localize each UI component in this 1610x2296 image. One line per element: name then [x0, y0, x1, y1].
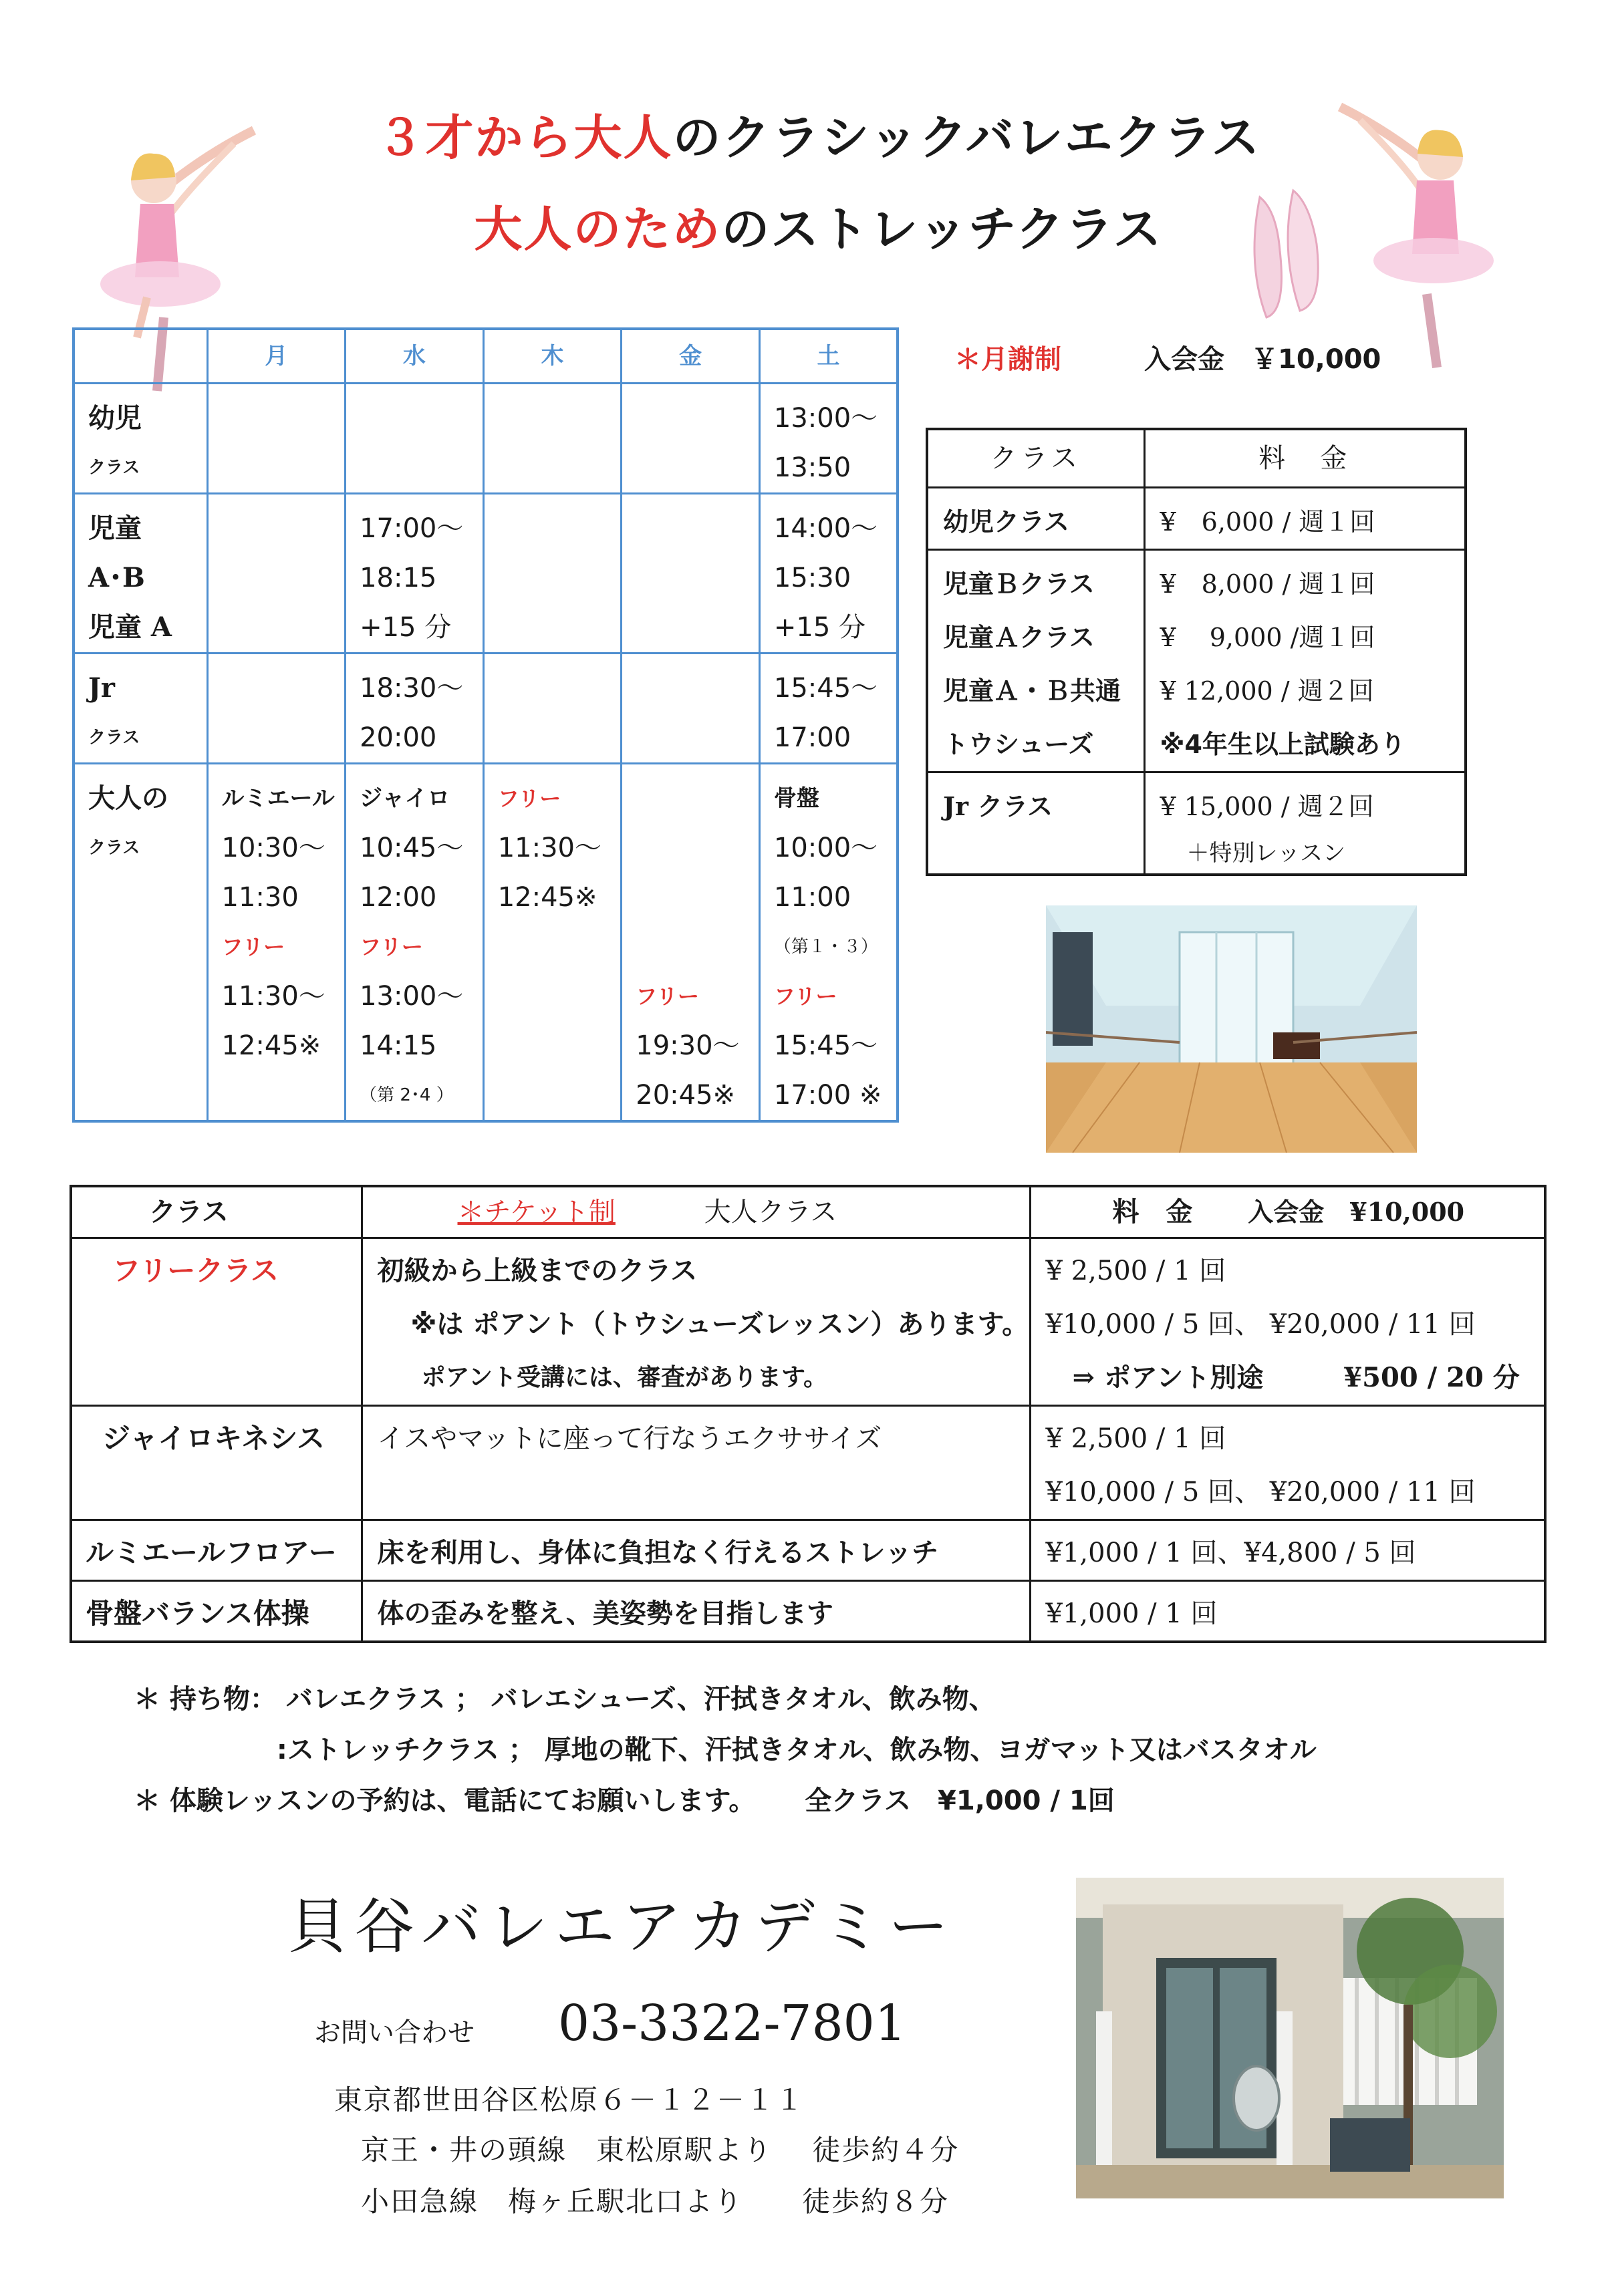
fee-row-jr [927, 772, 1466, 875]
day-thu: 木 [483, 329, 622, 384]
ticket-class-pelvis: 骨盤バランス体操 [71, 1581, 362, 1642]
ticket-system-label: ＊チケット制 [457, 1197, 616, 1228]
note-trial-lesson: ＊ 体験レッスンの予約は、電話にてお願いします。 全クラス ¥1,000 / 1回 [134, 1785, 1115, 1816]
note-belongings-stretch: :ストレッチクラス ； 厚地の靴下、汗拭きタオル、飲み物、ヨガマット又はバスタオル [134, 1735, 1317, 1765]
title-black-2: のストレッチクラス [721, 201, 1163, 257]
fee-header-row [927, 429, 1466, 488]
day-fri: 金 [622, 329, 760, 384]
row-label-jr: Jr クラス [74, 654, 207, 764]
schedule-row-jr [74, 654, 898, 764]
ticket-class-lumiere: ルミエールフロアー [71, 1520, 362, 1581]
ticket-price-free: ¥ 2,500 / 1 回 ¥10,000 / 5 回、 ¥20,000 / 11 回 ⇒ ポアント別途 ¥500 / 20 分 [1030, 1238, 1545, 1406]
ticket-row-lumiere [71, 1520, 1545, 1581]
jidou-sat: 14:00～ 15:30 +15 分 [759, 494, 898, 654]
phone-number[interactable]: 03-3322-7801 [558, 1995, 906, 2052]
school-name: 貝谷バレエアカデミー [287, 1892, 956, 1962]
fee-header-price: 料 金 [1144, 429, 1466, 488]
title-red-1: ３才から大人 [376, 110, 673, 166]
schedule-corner [74, 329, 207, 384]
day-mon: 月 [207, 329, 346, 384]
fee-row-jidou [927, 550, 1466, 772]
row-label-youji: 幼児 クラス [74, 384, 207, 494]
jidou-wed: 17:00～ 18:15 +15 分 [346, 494, 484, 654]
jr-sat: 15:45～ 17:00 [759, 654, 898, 764]
schedule-row-adult [74, 764, 898, 1122]
ticket-row-pelvis [71, 1581, 1545, 1642]
ticket-desc-free: 初級から上級までのクラス ※は ポアント（トウシューズレッスン）あります。 ポアント受講には、審査があります。 [362, 1238, 1030, 1406]
schedule-table [72, 327, 899, 1123]
address: 東京都世田谷区松原６－１２－１１ [334, 2084, 805, 2116]
ticket-fee-table [70, 1185, 1547, 1643]
fee-price-jr: ¥ 15,000 / 週２回 ＋特別レッスン [1144, 772, 1466, 875]
ticket-adult-label: 大人クラス [704, 1197, 837, 1228]
ticket-row-gyro [71, 1406, 1545, 1520]
ticket-row-free [71, 1238, 1545, 1406]
note-belongings-ballet: ＊ 持ち物： バレエクラス ； バレエシューズ、汗拭きタオル、飲み物、 [134, 1684, 996, 1715]
row-label-adult: 大人の クラス [74, 764, 207, 1122]
contact-label: お問い合わせ [314, 2017, 475, 2048]
fee-class-youji: 幼児クラス [927, 488, 1144, 550]
monthly-fee-table [926, 428, 1467, 876]
fee-class-jidou: 児童Ｂクラス 児童Ａクラス 児童Ａ・Ｂ共通 トウシューズ [927, 550, 1144, 772]
ticket-price-gyro: ¥ 2,500 / 1 回 ¥10,000 / 5 回、 ¥20,000 / 11 回 [1030, 1406, 1545, 1520]
access-keio: 京王・井の頭線 東松原駅より 徒歩約４分 [361, 2134, 960, 2166]
ticket-price-lumiere: ¥1,000 / 1 回、¥4,800 / 5 回 [1030, 1520, 1545, 1581]
adult-sat: 骨盤 10:00～ 11:00 （第１・３） フリー 15:45～ 17:00 ※ [759, 764, 898, 1122]
title-red-2: 大人のため [474, 201, 722, 257]
row-label-jidou: 児童 A･B 児童 A [74, 494, 207, 654]
title-line-2 [0, 190, 1610, 260]
ticket-desc-pelvis: 体の歪みを整え、美姿勢を目指します [362, 1581, 1030, 1642]
access-odakyu: 小田急線 梅ヶ丘駅北口より 徒歩約８分 [361, 2185, 950, 2218]
ticket-header-row [71, 1186, 1545, 1238]
adult-wed: ジャイロ 10:45～ 12:00 フリー 13:00～ 14:15 （第 2･4 ） [346, 764, 484, 1122]
jr-wed: 18:30～ 20:00 [346, 654, 484, 764]
fee-header-class: クラス [927, 429, 1144, 488]
day-wed: 水 [346, 329, 484, 384]
ticket-class-free: フリークラス [71, 1238, 362, 1406]
ticket-price-pelvis: ¥1,000 / 1 回 [1030, 1581, 1545, 1642]
fee-row-youji [927, 488, 1466, 550]
fee-class-jr: Jr クラス [927, 772, 1144, 875]
ticket-class-gyro: ジャイロキネシス [71, 1406, 362, 1520]
schedule-header-row [74, 329, 898, 384]
schedule-row-youji [74, 384, 898, 494]
entrance-photo [1076, 1878, 1504, 2198]
title-line-1 [0, 99, 1610, 168]
fee-price-jidou: ¥ 8,000 / 週１回 ¥ 9,000 /週１回 ¥ 12,000 / 週２回 ※4年生以上試験あり [1144, 550, 1466, 772]
title-black-1: のクラシックバレエクラス [672, 110, 1261, 166]
adult-fri: フリー 19:30～ 20:45※ [622, 764, 760, 1122]
notes-section [134, 1674, 1317, 1826]
ticket-header-desc [362, 1186, 1030, 1238]
ticket-desc-lumiere: 床を利用し、身体に負担なく行えるストレッチ [362, 1520, 1030, 1581]
fee-price-youji: ¥ 6,000 / 週１回 [1144, 488, 1466, 550]
ticket-header-fee: 料 金 入会金 ¥10,000 [1030, 1186, 1545, 1238]
studio-photo [1046, 905, 1417, 1153]
ticket-header-class: クラス [71, 1186, 362, 1238]
day-sat: 土 [759, 329, 898, 384]
youji-sat: 13:00～ 13:50 [759, 384, 898, 494]
adult-mon: ルミエール 10:30～ 11:30 フリー 11:30～ 12:45※ [207, 764, 346, 1122]
ticket-desc-gyro: イスやマットに座って行なうエクササイズ [362, 1406, 1030, 1520]
schedule-row-jidou [74, 494, 898, 654]
monthly-enrollment-fee: 入会金 ￥10,000 [1144, 344, 1381, 375]
monthly-system-label: ＊月謝制 [954, 344, 1061, 375]
adult-thu: フリー 11:30～ 12:45※ [483, 764, 622, 1122]
